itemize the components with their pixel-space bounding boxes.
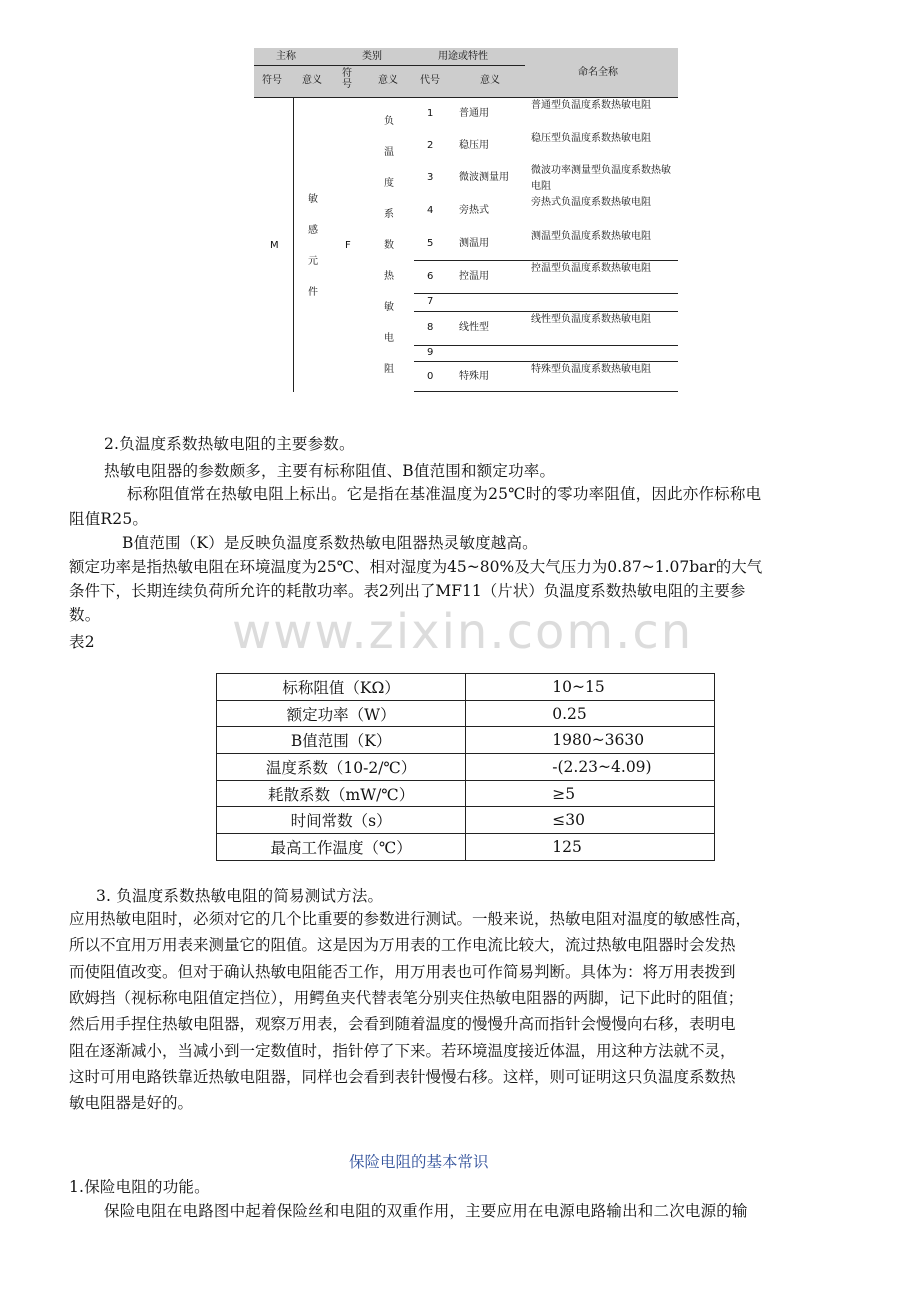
header-main: 主称	[276, 51, 296, 62]
table-rule	[414, 260, 678, 261]
row-fullname: 普通型负温度系数热敏电阻	[531, 100, 651, 111]
paragraph: 条件下，长期连续负荷所允许的耗散功率。表2列出了MF11（片状）负温度系数热敏电阻的主要参	[69, 582, 746, 600]
main-symbol: M	[270, 240, 279, 251]
table-row	[217, 754, 715, 781]
row-use: 特殊用	[459, 370, 489, 382]
param-value: ≥5	[466, 780, 715, 807]
row-fullname: 控温型负温度系数热敏电阻	[531, 263, 651, 274]
header-class: 类别	[362, 51, 382, 62]
paragraph: 数。	[69, 606, 101, 624]
row-code: 4	[427, 205, 434, 216]
table-rule	[414, 293, 678, 294]
heading: 保险电阻的基本常识	[349, 1153, 489, 1171]
column-rule	[293, 97, 294, 392]
param-value: 10~15	[466, 674, 715, 701]
row-code: 8	[427, 322, 434, 333]
class-symbol: F	[345, 240, 351, 251]
header-code: 代号	[420, 75, 440, 86]
table-rule	[414, 361, 678, 362]
header-fullname: 命名全称	[578, 67, 618, 78]
row-use: 稳压用	[459, 140, 489, 151]
table-row	[217, 727, 715, 754]
row-code: 2	[427, 140, 434, 151]
row-use: 控温用	[459, 270, 489, 282]
row-use: 旁热式	[459, 205, 489, 216]
param-name: 耗散系数（mW/℃）	[217, 780, 466, 807]
row-code: 0	[427, 370, 434, 382]
watermark: www.zixin.com.cn	[232, 604, 694, 660]
paragraph-line: 这时可用电路铁靠近热敏电阻器，同样也会看到表针慢慢右移。这样，则可证明这只负温度系数热	[69, 1067, 736, 1086]
paragraph: 额定功率是指热敏电阻在环境温度为25℃、相对湿度为45~80%及大气压力为0.87~1.07bar的大气	[69, 558, 763, 576]
naming-table	[254, 48, 678, 392]
row-fullname: 测温型负温度系数热敏电阻	[531, 231, 651, 242]
section-title: 1.保险电阻的功能。	[69, 1178, 210, 1196]
param-name: 温度系数（10-2/℃）	[217, 754, 466, 781]
row-code: 5	[427, 238, 434, 249]
paragraph-line: 然后用手捏住热敏电阻器，观察万用表，会看到随着温度的慢慢升高而指针会慢慢向右移，表明电	[69, 1015, 736, 1034]
param-name: 时间常数（s）	[217, 807, 466, 834]
param-name: 额定功率（W）	[217, 700, 466, 727]
row-fullname: 线性型负温度系数热敏电阻	[531, 314, 651, 325]
table-row	[217, 674, 715, 701]
table-rule	[414, 391, 678, 392]
param-value: 1980~3630	[466, 727, 715, 754]
paragraph-line: 阻在逐渐减小，当减小到一定数值时，指针停了下来。若环境温度接近体温，用这种方法就不灵，	[69, 1041, 736, 1060]
row-use: 测温用	[459, 238, 489, 249]
header-use: 用途或特性	[438, 51, 488, 62]
paragraph-line: 所以不宜用万用表来测量它的阻值。这是因为万用表的工作电流比较大，流过热敏电阻器时会发热	[69, 936, 736, 955]
row-use: 线性型	[459, 322, 489, 333]
param-name: 标称阻值（KΩ）	[217, 674, 466, 701]
param-name: B值范围（K）	[217, 727, 466, 754]
paragraph: B值范围（K）是反映负温度系数热敏电阻器热灵敏度越高。	[122, 534, 538, 552]
paragraph: 标称阻值常在热敏电阻上标出。它是指在基准温度为25℃时的零功率阻值，因此亦作标称电	[127, 485, 762, 503]
row-code: 1	[427, 107, 434, 119]
header-class-meaning: 意义	[378, 75, 398, 86]
row-use: 微波测量用	[459, 172, 509, 183]
class-meaning: 负温度系数热敏电阻	[384, 116, 394, 375]
row-fullname: 特殊型负温度系数热敏电阻	[531, 364, 651, 375]
section-title: 3. 负温度系数热敏电阻的简易测试方法。	[96, 887, 384, 905]
row-fullname: 微波功率测量型负温度系数热敏电阻	[531, 165, 671, 192]
param-value: 125	[466, 834, 715, 861]
header-class-symbol: 符号	[342, 68, 352, 90]
table-row	[217, 807, 715, 834]
paragraph-line: 欧姆挡（视标称电阻值定挡位），用鳄鱼夹代替表笔分别夹住热敏电阻器的两脚，记下此时的阻值；	[69, 988, 744, 1007]
section-title: 2.负温度系数热敏电阻的主要参数。	[104, 435, 355, 453]
param-value: -(2.23~4.09)	[466, 754, 715, 781]
table-rule	[254, 65, 525, 66]
header-meaning: 意义	[302, 75, 322, 86]
param-value: ≤30	[466, 807, 715, 834]
paragraph-line: 应用热敏电阻时，必须对它的几个比重要的参数进行测试。一般来说，热敏电阻对温度的敏感性高，	[69, 910, 752, 928]
param-value: 0.25	[466, 700, 715, 727]
row-code: 3	[427, 172, 434, 183]
row-code: 6	[427, 270, 434, 282]
header-symbol: 符号	[262, 75, 282, 86]
main-meaning: 敏感元件	[308, 194, 318, 298]
table-row	[217, 700, 715, 727]
row-code: 9	[427, 347, 434, 358]
table-label: 表2	[69, 633, 95, 651]
table-row	[217, 780, 715, 807]
paragraph-line: 而使阻值改变。但对于确认热敏电阻能否工作，用万用表也可作简易判断。具体为：将万用表拨到	[69, 962, 736, 981]
row-fullname: 稳压型负温度系数热敏电阻	[531, 133, 651, 144]
paragraph: 保险电阻在电路图中起着保险丝和电阻的双重作用，主要应用在电源电路输出和二次电源的输	[104, 1202, 748, 1220]
table-rule	[414, 311, 678, 312]
table-row	[217, 834, 715, 861]
header-use-meaning: 意义	[480, 75, 500, 86]
row-code: 7	[427, 296, 434, 307]
table-rule	[414, 345, 678, 346]
paragraph: 阻值R25。	[69, 510, 149, 528]
paragraph: 热敏电阻器的参数颇多，主要有标称阻值、B值范围和额定功率。	[104, 462, 556, 480]
parameter-table	[216, 673, 715, 861]
param-name: 最高工作温度（℃）	[217, 834, 466, 861]
row-use: 普通用	[459, 107, 489, 119]
row-fullname: 旁热式负温度系数热敏电阻	[531, 197, 651, 208]
paragraph-line: 敏电阻器是好的。	[69, 1094, 194, 1113]
